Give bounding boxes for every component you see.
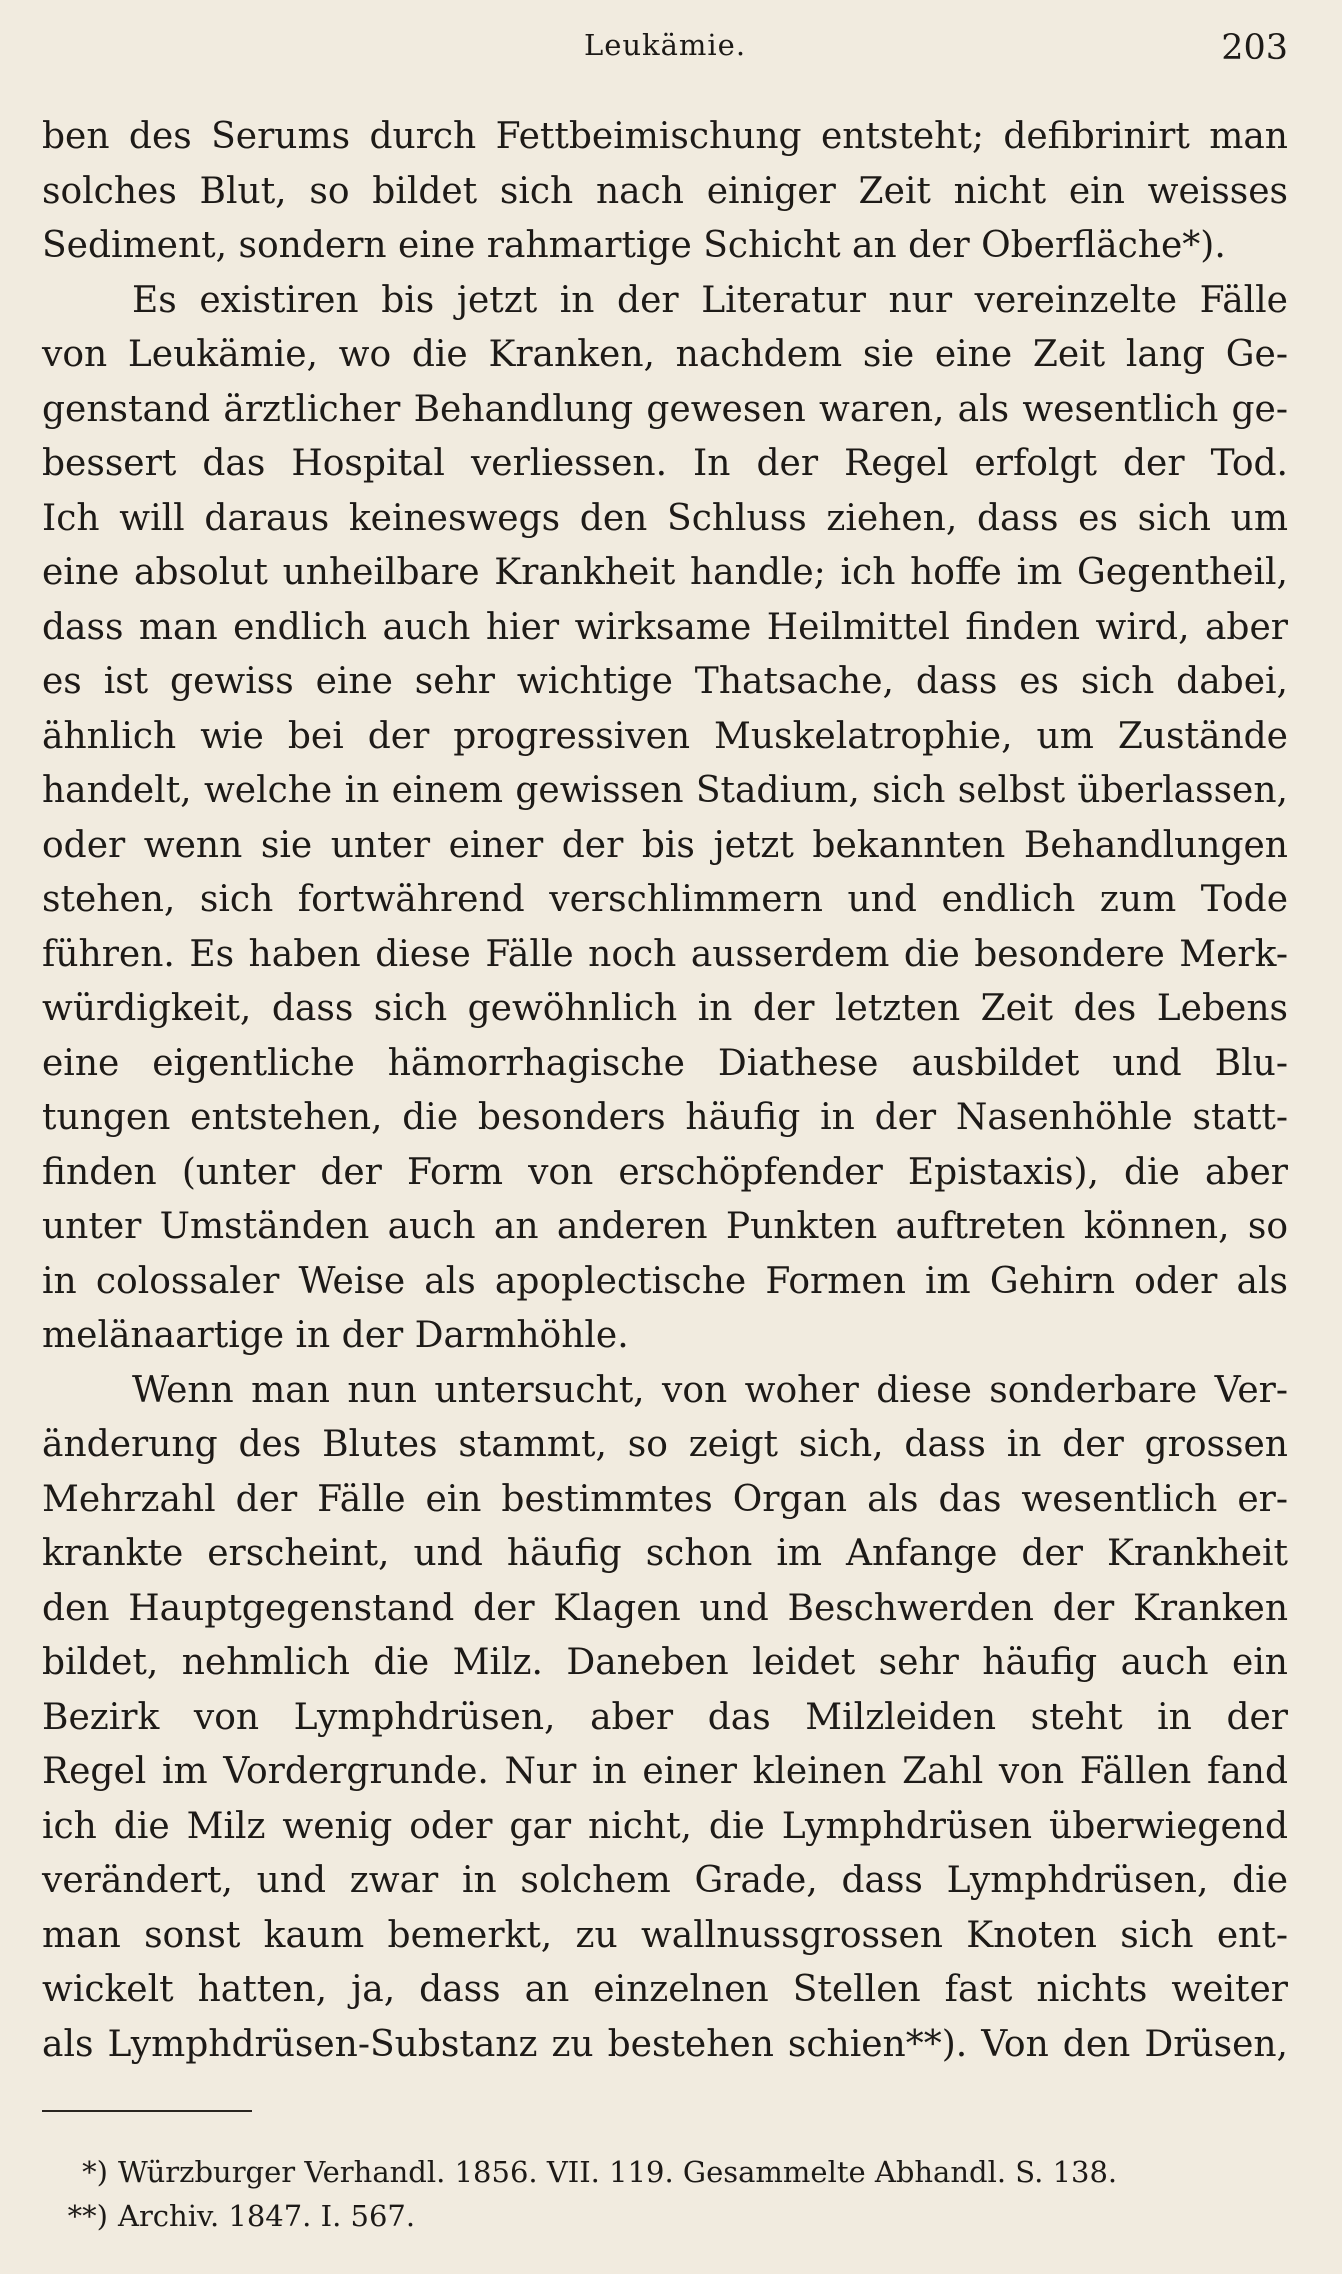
text-line: würdigkeit, dass sich gewöhnlich in der letzten Zeit des Lebens [42,988,1288,1029]
footnote [67,2194,1288,2238]
text-line: führen. Es haben diese Fälle noch ausserdem die besondere Merk- [42,933,1288,975]
text-line: solches Blut, so bildet sich nach einiger Zeit nicht ein weisses [42,170,1288,212]
text-line: den Hauptgegenstand der Klagen und Beschwerden der Kranken [42,1587,1288,1629]
footnote [82,2150,1288,2194]
text-line: finden (unter der Form von erschöpfender Epistaxis), die aber [42,1151,1288,1193]
text-line: es ist gewiss eine sehr wichtige Thatsache, dass es sich dabei, [42,661,1288,702]
text-line: stehen, sich fortwährend verschlimmern und endlich zum Tode [42,879,1288,920]
text-line: ich die Milz wenig oder gar nicht, die Lymphdrüsen überwiegend [42,1805,1288,1847]
text-line: unter Umständen auch an anderen Punkten auftreten können, so [42,1206,1288,1247]
text-line: bessert das Hospital verliessen. In der Regel erfolgt der Tod. [42,443,1288,484]
footnotes [67,2150,1288,2238]
text-line: oder wenn sie unter einer der bis jetzt bekannten Behandlungen [42,824,1288,866]
text-line: handelt, welche in einem gewissen Stadium, sich selbst überlassen, [42,770,1288,811]
text-line: als Lymphdrüsen-Substanz zu bestehen schien**). Von den Drüsen, [42,2023,1288,2065]
text-line: tungen entstehen, die besonders häufig in der Nasenhöhle statt- [42,1097,1288,1138]
text-line: Bezirk von Lymphdrüsen, aber das Milzleiden steht in der [42,1696,1288,1738]
text-line: melänaartige in der Darmhöhle. [42,1315,629,1356]
text-line: Ich will daraus keineswegs den Schluss ziehen, dass es sich um [42,497,1288,539]
text-line: krankte erscheint, und häufig schon im Anfange der Krankheit [42,1533,1288,1574]
text-line: ben des Serums durch Fettbeimischung entsteht; defibrinirt man [42,116,1288,157]
text-line: verändert, und zwar in solchem Grade, dass Lymphdrüsen, die [42,1860,1288,1901]
footnote-mark: *) [82,2155,108,2189]
text-line: in colossaler Weise als apoplectische Formen im Gehirn oder als [42,1260,1288,1302]
text-line: Mehrzahl der Fälle ein bestimmtes Organ als das wesentlich er- [42,1478,1288,1520]
footnote-text: Archiv. 1847. I. 567. [118,2199,416,2233]
text-line: Sediment, sondern eine rahmartige Schicht an der Oberfläche*). [42,225,1226,266]
text-line: bildet, nehmlich die Milz. Daneben leidet sehr häufig auch ein [42,1642,1288,1683]
text-line: von Leukämie, wo die Kranken, nachdem sie eine Zeit lang Ge- [42,334,1288,375]
text-line: wickelt hatten, ja, dass an einzelnen Stellen fast nichts weiter [42,1969,1288,2010]
text-line: eine absolut unheilbare Krankheit handle; ich hoffe im Gegentheil, [42,552,1288,593]
running-title: Leukämie. [583,28,747,62]
text-line: Es existiren bis jetzt in der Literatur nur vereinzelte Fälle [132,279,1288,321]
text-line: ähnlich wie bei der progressiven Muskelatrophie, um Zustände [42,715,1288,757]
page-number: 203 [1221,28,1288,68]
body-text [42,110,1288,2072]
footnote-mark: **) [67,2199,108,2233]
text-line: Regel im Vordergrunde. Nur in einer kleinen Zahl von Fällen fand [42,1751,1288,1792]
running-header [42,28,1288,78]
text-line: man sonst kaum bemerkt, zu wallnussgrossen Knoten sich ent- [42,1914,1288,1956]
text-line: änderung des Blutes stammt, so zeigt sich, dass in der grossen [42,1424,1288,1465]
text-line: dass man endlich auch hier wirksame Heilmittel finden wird, aber [42,606,1288,648]
footnote-divider [42,2110,252,2112]
text-line: Wenn man nun untersucht, von woher diese sonderbare Ver- [132,1369,1288,1411]
text-line: genstand ärztlicher Behandlung gewesen waren, als wesentlich ge- [42,388,1288,430]
footnote-text: Würzburger Verhandl. 1856. VII. 119. Gesammelte Abhandl. S. 138. [118,2155,1118,2189]
text-line: eine eigentliche hämorrhagische Diathese ausbildet und Blu- [42,1042,1288,1084]
